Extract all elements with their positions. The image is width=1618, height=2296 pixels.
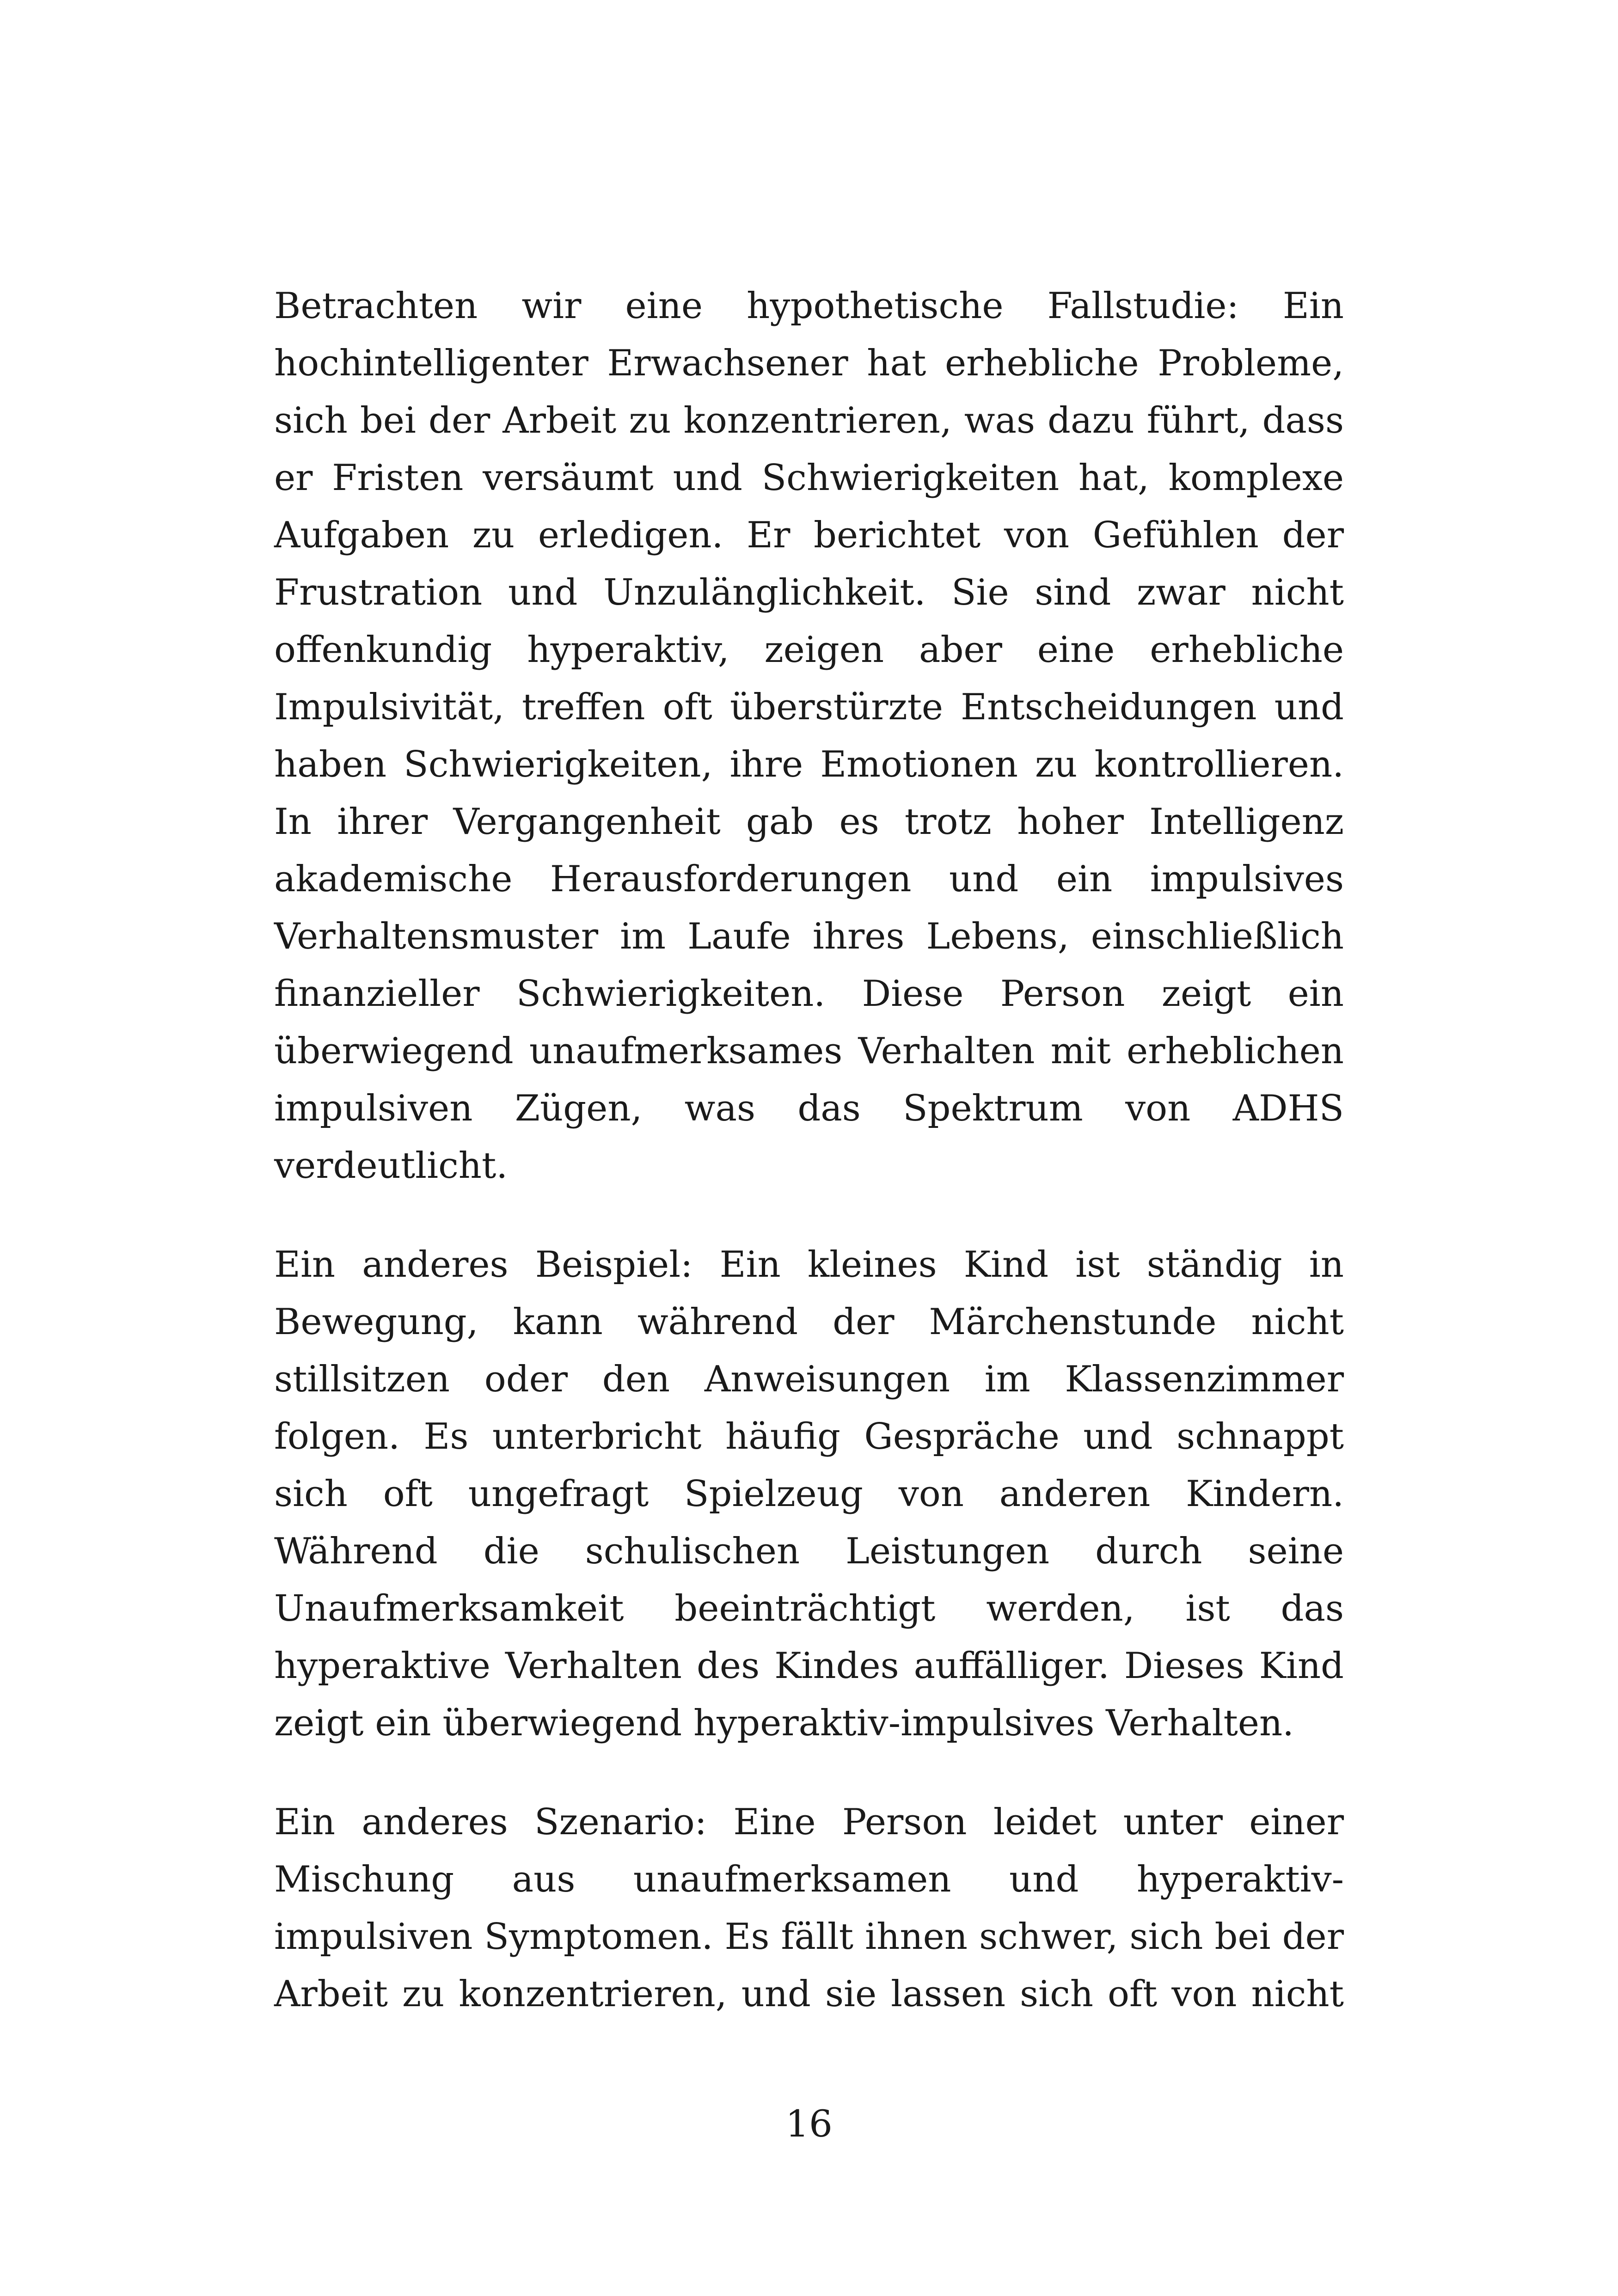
paragraph-scenario-combined: Ein anderes Szenario: Eine Person leidet unter einer Mischung aus unaufmerksamen und hyperaktiv-impulsiven Symptomen. Es fällt ihnen schwer, sich bei der Arbeit zu konzentrieren, und sie lassen sich oft von nicht — [274, 1801, 1344, 2015]
page-number: 16 — [785, 2102, 833, 2145]
body-text — [274, 277, 1344, 2023]
paragraph-case-study-adult: Betrachten wir eine hypothetische Fallstudie: Ein hochintelligenter Erwachsener hat erhebliche Probleme, sich bei der Arbeit zu konzentrieren, was dazu führt, dass er Fristen versäumt und Schwierigkeiten hat, komplexe Aufgaben zu erledigen. Er berichtet von Gefühlen der Frustration und Unzulänglichkeit. Sie sind zwar nicht offenkundig hyperaktiv, zeigen aber eine erhebliche Impulsivität, treffen oft überstürzte Entscheidungen und haben Schwierigkeiten, ihre Emotionen zu kontrollieren. In ihrer Vergangenheit gab es trotz hoher Intelligenz akademische Herausforderungen und ein impulsives Verhaltensmuster im Laufe ihres Lebens, einschließlich finanzieller Schwierigkeiten. Diese Person zeigt ein überwiegend unaufmerksames Verhalten mit erheblichen impulsiven Zügen, was das Spektrum von ADHS verdeutlicht. — [274, 285, 1344, 1187]
paragraph-example-child: Ein anderes Beispiel: Ein kleines Kind ist ständig in Bewegung, kann während der Märchenstunde nicht stillsitzen oder den Anweisungen im Klassenzimmer folgen. Es unterbricht häufig Gespräche und schnappt sich oft ungefragt Spielzeug von anderen Kindern. Während die schulischen Leistungen durch seine Unaufmerksamkeit beeinträchtigt werden, ist das hyperaktive Verhalten des Kindes auffälliger. Dieses Kind zeigt ein überwiegend hyperaktiv-impulsives Verhalten. — [274, 1244, 1344, 1744]
